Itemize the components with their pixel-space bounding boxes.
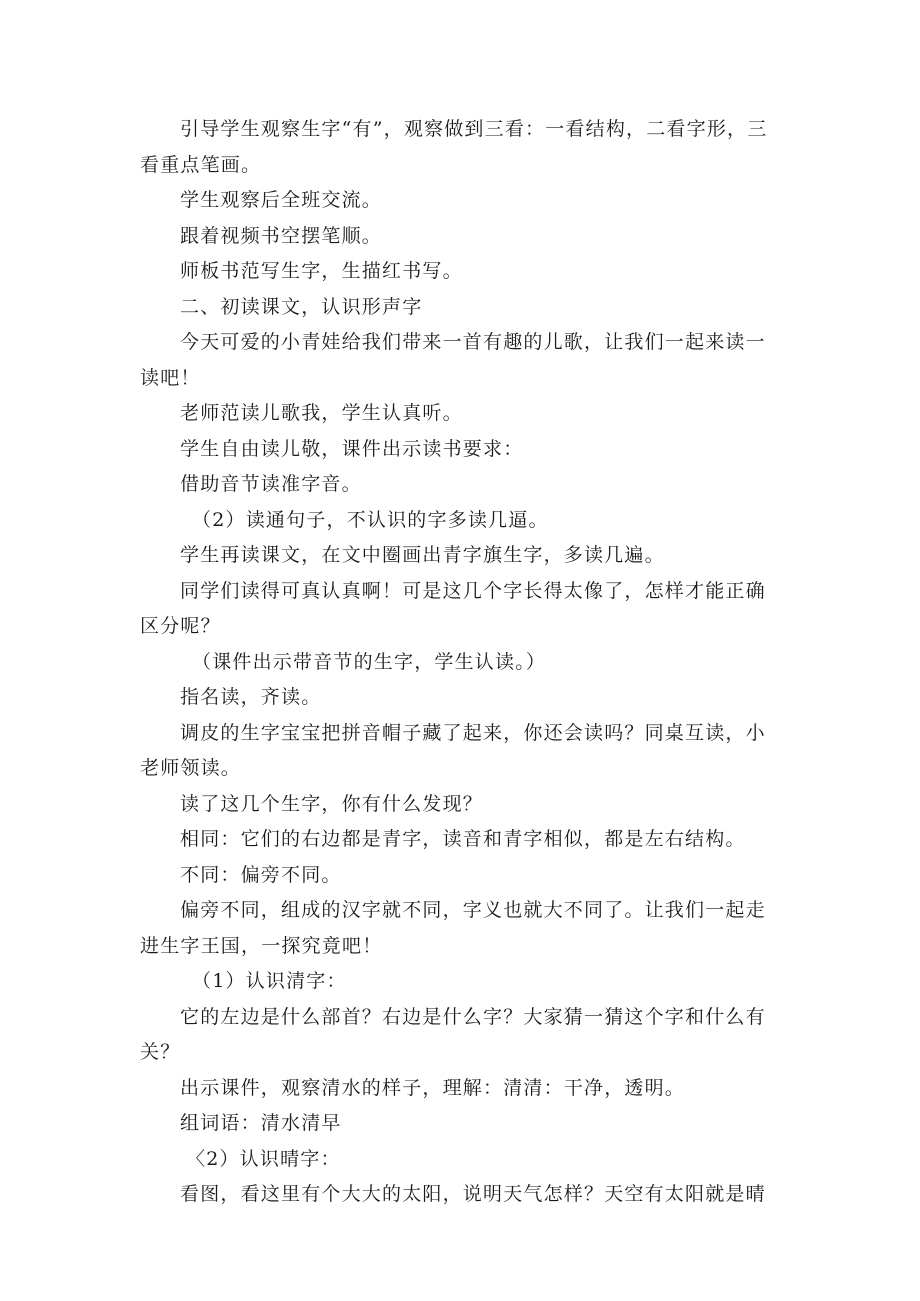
- paragraph: 跟着视频书空摆笔顺。: [180, 224, 383, 247]
- paragraph: 借助音节读准字音。: [180, 473, 362, 495]
- paragraph: 老师范读儿歌我，学生认真听。: [180, 402, 463, 424]
- document-body: [140, 112, 780, 1213]
- paragraph: 指名读，齐读。: [180, 686, 322, 708]
- paragraph: 今天可爱的小青娃给我们带来一首有趣的儿歌，让我们一起来读一读吧！: [140, 331, 766, 389]
- paragraph: 相同：它们的右边都是青字，读音和青字相似，都是左右结构。: [180, 828, 746, 850]
- paragraph: （课件出示带音节的生字，学生认读。）: [192, 650, 547, 673]
- paragraph: （2）读通句子，不认识的字多读几逼。: [192, 508, 549, 531]
- paragraph: 学生再读课文，在文中圈画出青字旗生字，多读几遍。: [180, 544, 665, 566]
- paragraph: 引导学生观察生字“有”，观察做到三看：一看结构，二看字形，三看重点笔画。: [140, 118, 768, 176]
- paragraph: 偏旁不同，组成的汉字就不同，字义也就大不同了。让我们一起走进生字王国，一探究竟吧！: [140, 899, 766, 957]
- paragraph: 看图，看这里有个大大的太阳，说明天气怎样？天空有太阳就是晴: [180, 1183, 766, 1205]
- paragraph: 组词语：清水清早: [180, 1112, 342, 1134]
- paragraph: （1）认识清字：: [192, 970, 347, 992]
- paragraph: 调皮的生字宝宝把拼音帽子藏了起来，你还会读吗？同桌互读，小老师领读。: [140, 721, 766, 779]
- paragraph: 师板书范写生字，生描红书写。: [180, 260, 463, 282]
- paragraph: 学生自由读儿敬，课件出示读书要求：: [180, 437, 524, 460]
- paragraph: 出示课件，观察清水的样子，理解：清清：干净，透明。: [180, 1076, 686, 1099]
- paragraph: 读了这几个生字，你有什么发现？: [180, 792, 484, 815]
- paragraph: 〈2）认识晴字：: [186, 1147, 341, 1170]
- paragraph: 它的左边是什么部首？右边是什么字？大家猜一猜这个字和什么有关？: [140, 1005, 766, 1063]
- paragraph: 学生观察后全班交流。: [180, 189, 383, 211]
- paragraph: 同学们读得可真认真啊！可是这几个字长得太像了，怎样才能正确区分呢？: [140, 579, 766, 637]
- section-heading: 二、初读课文，认识形声字: [180, 295, 423, 318]
- paragraph: 不同：偏旁不同。: [180, 863, 342, 886]
